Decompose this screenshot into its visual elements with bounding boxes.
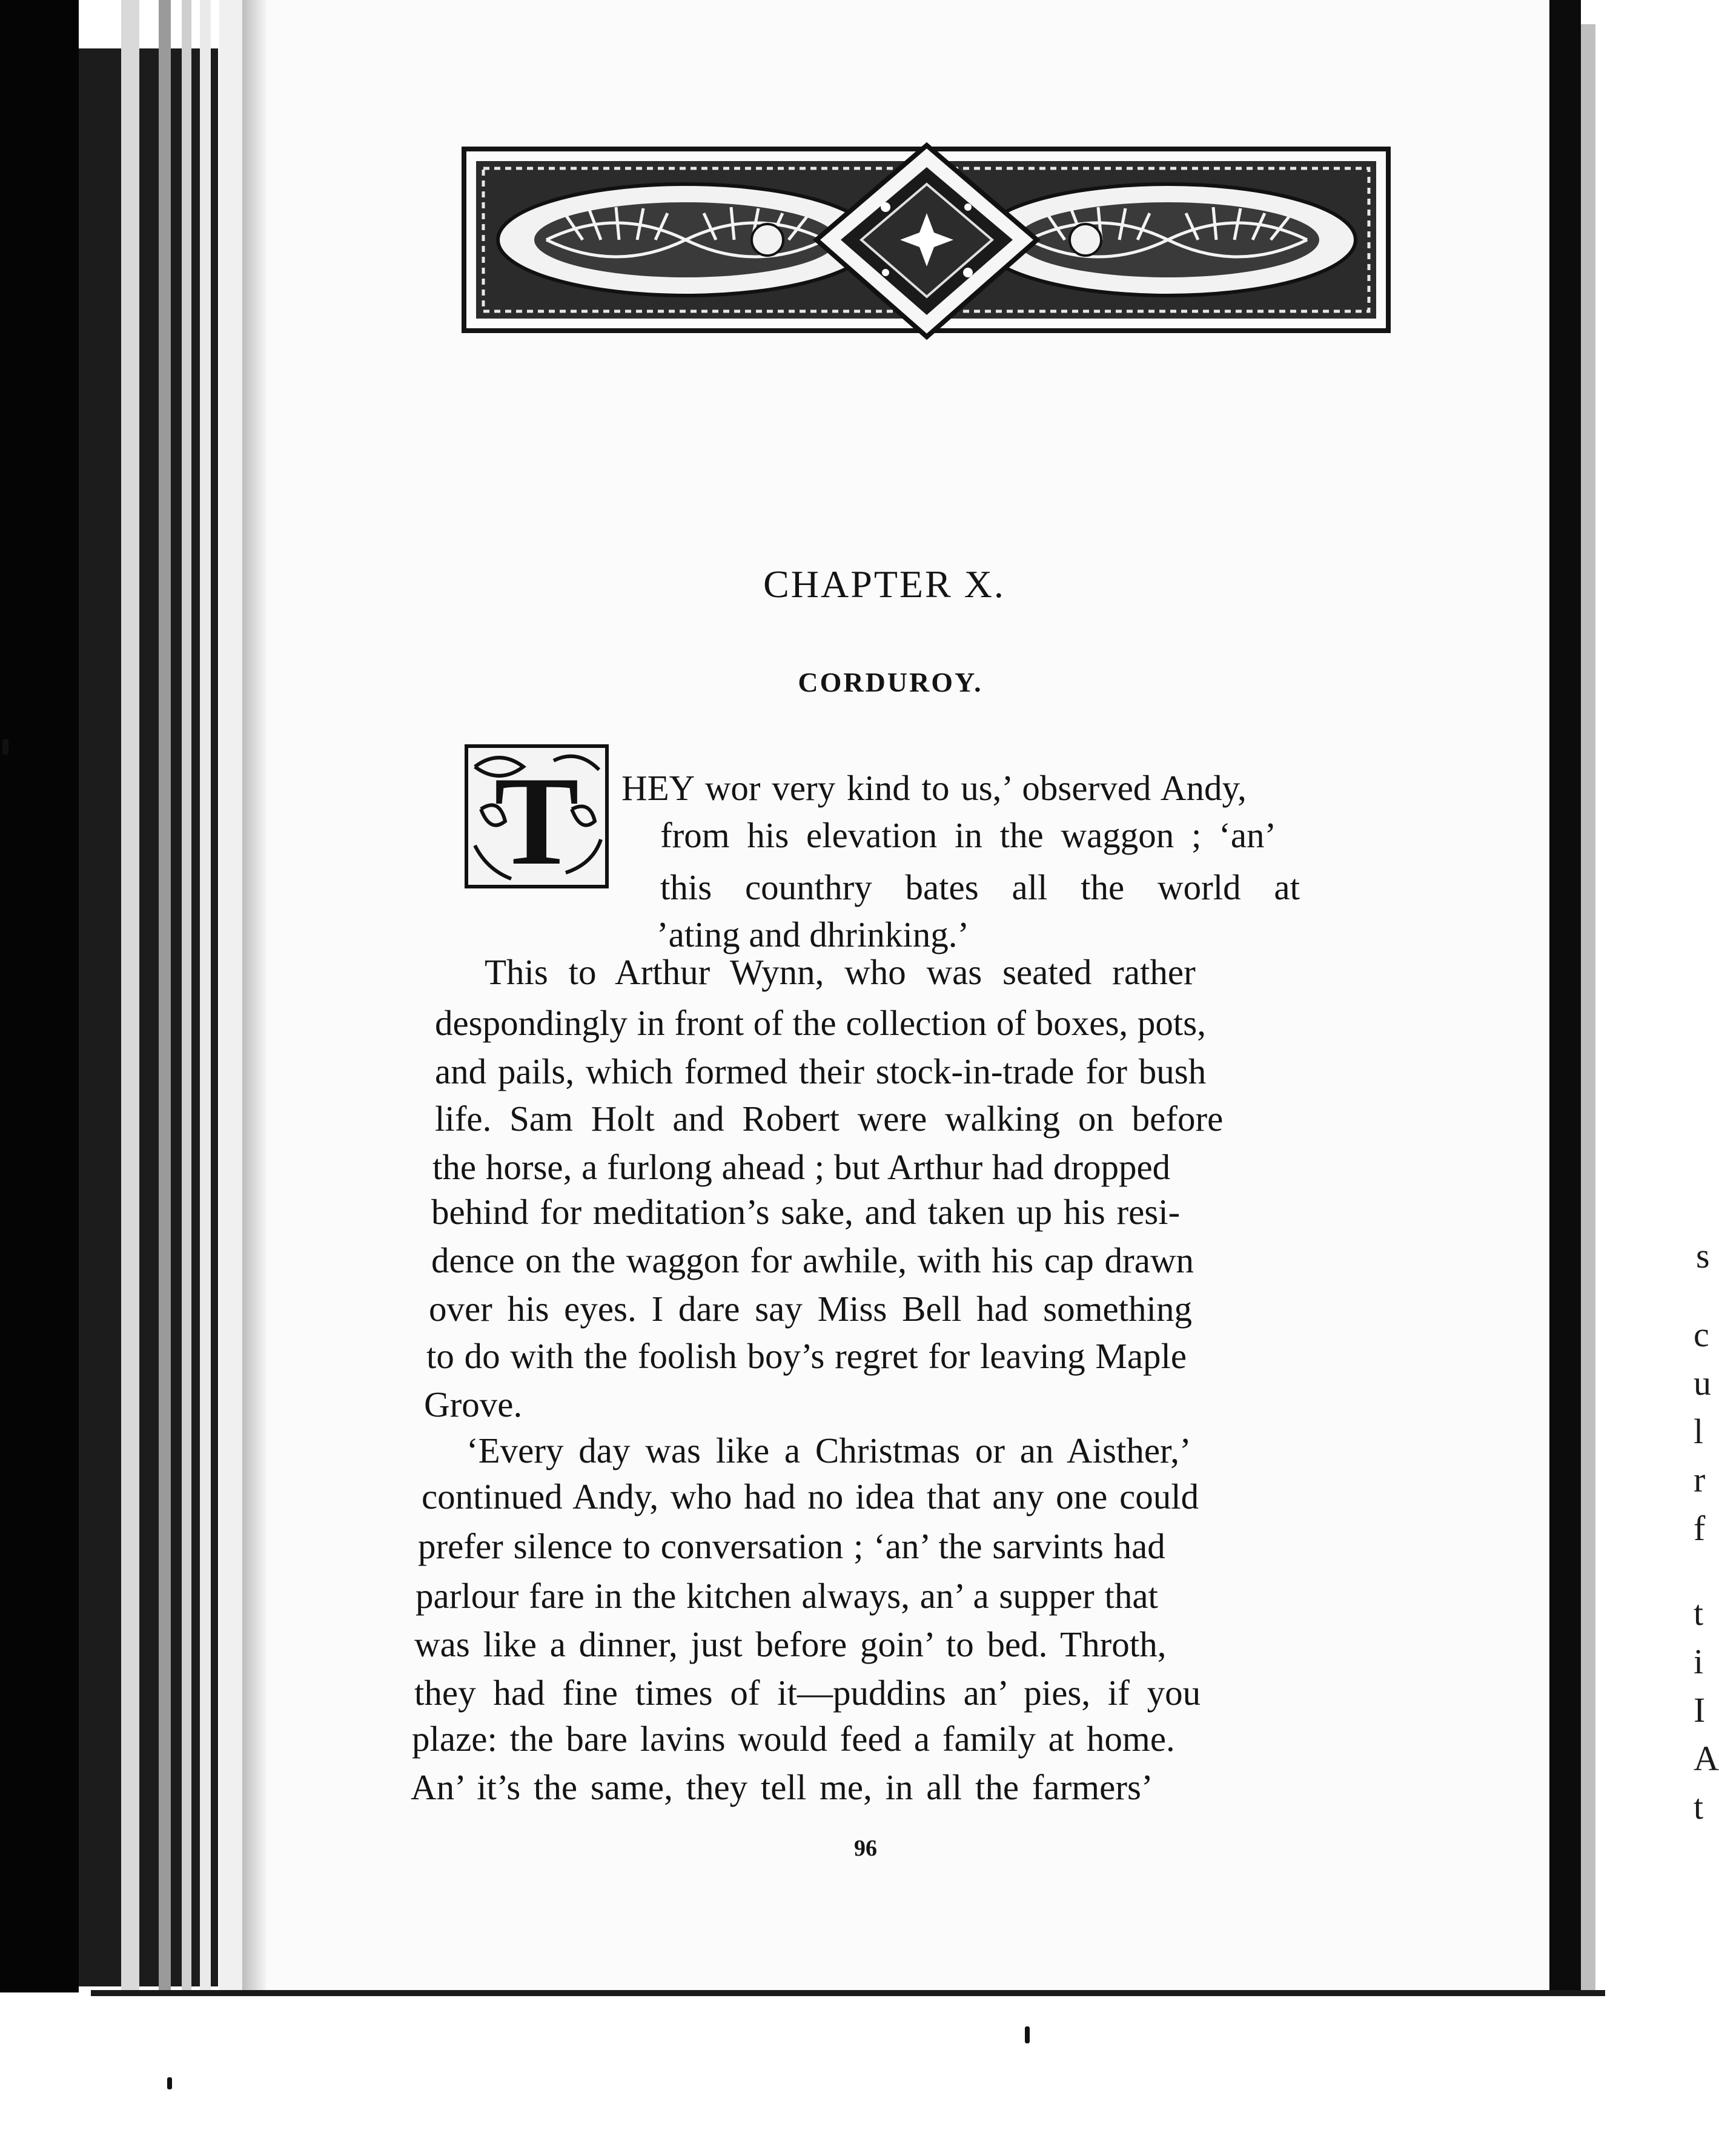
page-edge-stripe bbox=[182, 0, 191, 1992]
facing-page-letter: f bbox=[1694, 1509, 1706, 1548]
text-line: HEY wor very kind to us,’ observed Andy, bbox=[621, 768, 1247, 808]
chapter-subtitle: CORDUROY. bbox=[798, 667, 983, 698]
facing-page-letter: s bbox=[1696, 1236, 1710, 1275]
page-edge-shadow bbox=[242, 0, 267, 1992]
scan-speck bbox=[167, 2077, 172, 2089]
scan-border-left bbox=[0, 0, 79, 2156]
gutter-shadow bbox=[1581, 24, 1595, 1999]
facing-page-letter: A bbox=[1694, 1739, 1719, 1778]
text-line: from his elevation in the waggon ; ‘an’ bbox=[660, 815, 1277, 855]
book-gutter bbox=[1549, 0, 1581, 1999]
scan-speck bbox=[1025, 2026, 1030, 2043]
facing-page-letter: t bbox=[1694, 1787, 1704, 1827]
text-line: the horse, a furlong ahead ; but Arthur had dropped bbox=[432, 1147, 1171, 1187]
facing-page-letter: i bbox=[1694, 1642, 1704, 1681]
page-edge-stripe bbox=[219, 0, 242, 1992]
text-line: This to Arthur Wynn, who was seated rather bbox=[485, 952, 1196, 992]
text-line: Grove. bbox=[424, 1384, 523, 1424]
page-edge-stripe bbox=[159, 0, 171, 1992]
text-line: to do with the foolish boy’s regret for leaving Maple bbox=[426, 1336, 1187, 1376]
svg-text:T: T bbox=[494, 751, 580, 891]
page-number: 96 bbox=[854, 1836, 877, 1861]
text-line: this counthry bates all the world at bbox=[660, 867, 1300, 907]
text-line: ’ating and dhrinking.’ bbox=[657, 914, 970, 954]
text-line: and pails, which formed their stock-in-trade for bush bbox=[435, 1051, 1207, 1091]
drop-cap-initial bbox=[463, 742, 611, 890]
text-line: they had fine times of it—puddins an’ pies, if you bbox=[414, 1673, 1201, 1713]
text-line: An’ it’s the same, they tell me, in all the farmers’ bbox=[411, 1767, 1153, 1807]
ornamental-headpiece bbox=[462, 141, 1392, 345]
text-line: was like a dinner, just before goin’ to bed. Throth, bbox=[414, 1624, 1167, 1664]
text-line: parlour fare in the kitchen always, an’ a supper that bbox=[416, 1576, 1158, 1616]
facing-page bbox=[1595, 0, 1709, 1999]
text-line: ‘Every day was like a Christmas or an Aisther,’ bbox=[466, 1430, 1191, 1470]
book-spine-edge bbox=[79, 48, 218, 1986]
text-line: over his eyes. I dare say Miss Bell had something bbox=[429, 1289, 1192, 1329]
facing-page-letter: I bbox=[1694, 1690, 1706, 1730]
text-line: plaze: the bare lavins would feed a family at home. bbox=[412, 1719, 1175, 1759]
facing-page-letter: c bbox=[1694, 1315, 1709, 1354]
text-line: continued Andy, who had no idea that any one could bbox=[422, 1476, 1199, 1516]
text-line: prefer silence to conversation ; ‘an’ the sarvints had bbox=[418, 1526, 1165, 1566]
text-line: behind for meditation’s sake, and taken up his resi- bbox=[431, 1192, 1181, 1232]
page-edge-stripe bbox=[200, 0, 211, 1992]
scan-speck bbox=[2, 739, 8, 755]
text-line: life. Sam Holt and Robert were walking on before bbox=[435, 1099, 1224, 1139]
page-edge-stripe bbox=[121, 0, 139, 1992]
facing-page-letter: r bbox=[1694, 1460, 1706, 1500]
facing-page-letter: t bbox=[1694, 1593, 1704, 1633]
text-line: dence on the waggon for awhile, with his cap drawn bbox=[431, 1240, 1194, 1280]
text-line: despondingly in front of the collection of boxes, pots, bbox=[435, 1003, 1207, 1043]
facing-page-letter: u bbox=[1694, 1363, 1711, 1403]
scan-border-bottom bbox=[0, 1992, 1709, 2156]
facing-page-letter: l bbox=[1694, 1412, 1704, 1451]
page-bottom-edge bbox=[91, 1990, 1605, 1996]
chapter-title: CHAPTER X. bbox=[763, 563, 1005, 606]
